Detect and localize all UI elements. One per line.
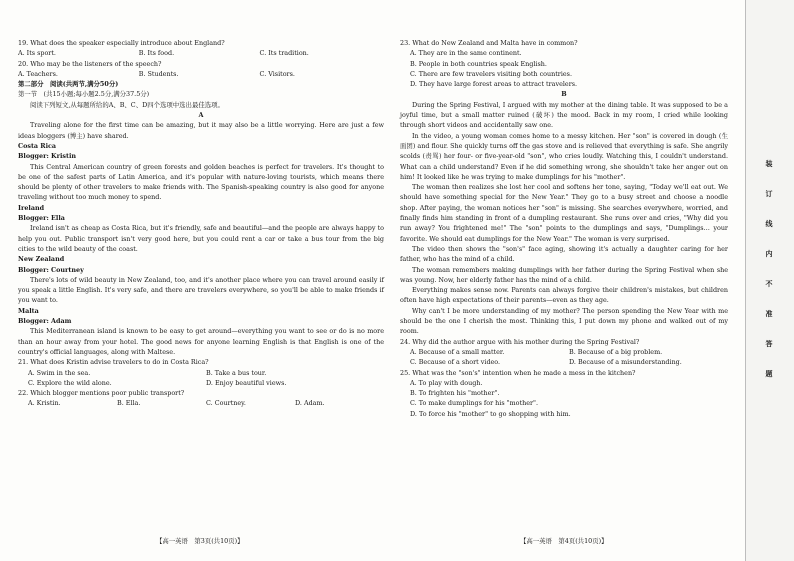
gutter-label: 线 <box>765 220 774 227</box>
option[interactable]: C. Courtney. <box>206 399 246 408</box>
section1-header: 第一节 (共15小题;每小题2.5分,满分37.5分) <box>18 90 150 99</box>
question-24-options <box>400 357 728 367</box>
option[interactable]: D. Because of a misunderstanding. <box>569 358 682 367</box>
option[interactable]: A. Teachers. <box>18 69 58 78</box>
right-column <box>400 38 728 419</box>
question-20: 20. Who may be the listeners of the speech? <box>18 59 162 68</box>
question-19: 19. What does the speaker especially introduce about England? <box>18 39 225 47</box>
place-heading: Costa Rica <box>18 141 57 150</box>
gutter-label: 不 <box>765 280 774 287</box>
page-footer-left: 【高一英语 第3页(共10页)】 <box>156 537 244 545</box>
gutter-label: 答 <box>765 340 774 347</box>
gutter-label: 装 <box>765 160 774 167</box>
option[interactable]: A. They are in the same continent. <box>410 49 522 58</box>
option[interactable]: C. Its tradition. <box>259 49 309 58</box>
passage-paragraph: During the Spring Festival, I argued with my mother at the dining table. It was supposed to be a joyful time, but a small matter ruined (破坏) the mood. Back in my room, I cried while looking through short videos and accidentally saw one. <box>400 100 728 130</box>
blogger-text: This Central American country of green forests and golden beaches is perfect for travelers. It's thought to be one of the safest parts of Latin America, and it's popular with nature-loving tourists, which means there should be plenty of other travelers to make friends with. The Spanish-speaking country is also good for anyone traveling without too much money to spend. <box>18 162 384 202</box>
option[interactable]: D. They have large forest areas to attract travelers. <box>410 80 578 89</box>
option[interactable]: B. Students. <box>138 69 179 78</box>
question-21-options <box>18 378 384 388</box>
option[interactable]: B. To frighten his "mother". <box>410 389 500 398</box>
page-footer-right: 【高一英语 第4页(共10页)】 <box>520 537 608 545</box>
binding-gutter <box>745 0 794 561</box>
blogger-name: Blogger: Adam <box>18 317 72 326</box>
blogger-name: Blogger: Kristin <box>18 152 77 161</box>
blogger-text: This Mediterranean island is known to be easy to get around—everything you want to see or do is no more than an hour away from your hotel. The good news for anyone learning English is that English is one of the country's official languages, along with Maltese. <box>18 327 384 356</box>
option[interactable]: D. To force his "mother" to go shopping with him. <box>410 409 571 418</box>
option[interactable]: C. Because of a short video. <box>410 358 501 367</box>
question-21-options <box>18 368 384 378</box>
option[interactable]: B. Because of a big problem. <box>569 347 663 356</box>
option[interactable]: B. People in both countries speak English. <box>410 59 547 68</box>
option[interactable]: A. Swim in the sea. <box>28 368 91 377</box>
passage-paragraph: The woman then realizes she lost her cool and softens her tone, saying, "Today we'll eat out. We should have something special for the New Year." They go to a busy street and choose a noodle shop. After paying, the woman notices her "son" is missing. She searches everywhere, worried, and finally finds him standing in front of a dumpling restaurant. She runs over and cries, "Why did you run away? You frightened me!" The "son" points to the dumplings and says, "Dumplings… your favorite. We should eat dumplings for the New Year." The woman is very surprised. <box>400 183 728 243</box>
question-25: 25. What was the "son's" intention when he made a mess in the kitchen? <box>400 368 636 377</box>
question-20-options <box>18 69 384 79</box>
passage-paragraph: The video then shows the "son's" face aging, showing it's actually a daughter caring for her father, who has the mind of a child. <box>400 244 728 264</box>
option[interactable]: B. Take a bus tour. <box>206 368 267 377</box>
place-heading: New Zealand <box>18 255 65 264</box>
left-column <box>18 38 384 409</box>
passage-label: A <box>198 111 204 120</box>
option[interactable]: C. There are few travelers visiting both countries. <box>410 69 572 78</box>
question-21: 21. What does Kristin advise travelers to do in Costa Rica? <box>18 358 209 367</box>
question-22: 22. Which blogger mentions poor public transport? <box>18 389 185 398</box>
part2-header: 第二部分 阅读(共两节,满分50分) <box>18 80 119 89</box>
question-22-options <box>18 398 384 408</box>
place-heading: Malta <box>18 306 39 315</box>
option[interactable]: D. Adam. <box>295 399 325 408</box>
question-19-options <box>18 48 384 58</box>
passage-label: B <box>561 90 567 99</box>
option[interactable]: A. Kristin. <box>28 399 61 408</box>
blogger-name: Blogger: Ella <box>18 214 65 223</box>
question-24-options <box>400 347 728 357</box>
option[interactable]: B. Ella. <box>117 399 141 408</box>
passage-paragraph: Why can't I be more understanding of my mother? The person spending the New Year with me should be the one I cherish the most. Thinking this, I put down my phone and walked out of my room. <box>400 306 728 336</box>
option[interactable]: C. Explore the wild alone. <box>28 378 112 387</box>
blogger-name: Blogger: Courtney <box>18 265 84 274</box>
passage-paragraph: In the video, a young woman comes home to a messy kitchen. Her "son" is covered in dough (生面团) and flour. She quickly turns off the gas stove and is relieved that everything is safe. She angrily scolds (责骂) her four- or five-year-old "son", who cries loudly. Watching this, I couldn't understand. What can a child understand? Even if he did something wrong, she shouldn't take her anger out on him! It looked like he was trying to make dumplings for his "mother". <box>400 131 728 181</box>
gutter-label: 订 <box>765 190 774 197</box>
place-heading: Ireland <box>18 203 45 212</box>
passage-intro: Traveling alone for the first time can be amazing, but it may also be a little worrying. Here are just a few ideas bloggers (博主) have shared. <box>18 121 384 140</box>
question-24: 24. Why did the author argue with his mother during the Spring Festival? <box>400 337 640 346</box>
instruction: 阅读下列短文,从每题所给的A、B、C、D四个选项中选出最佳选项。 <box>30 100 224 109</box>
option[interactable]: A. Because of a small matter. <box>410 347 505 356</box>
option[interactable]: D. Enjoy beautiful views. <box>206 378 287 387</box>
option[interactable]: C. To make dumplings for his "mother". <box>410 399 538 408</box>
passage-paragraph: Everything makes sense now. Parents can always forgive their children's mistakes, but children often have high expectations of their parents—even as they age. <box>400 286 728 305</box>
option[interactable]: A. Its sport. <box>18 49 56 58</box>
option[interactable]: A. To play with dough. <box>410 378 483 387</box>
question-23: 23. What do New Zealand and Malta have in common? <box>400 39 578 47</box>
blogger-text: There's lots of wild beauty in New Zealand, too, and it's another place where you can travel around easily if you speak a little English. It's very safe, and there are travelers everywhere, so you'll be able to make friends if you want to. <box>18 275 384 305</box>
option[interactable]: B. Its food. <box>138 49 175 58</box>
gutter-label: 准 <box>765 310 774 317</box>
gutter-label: 内 <box>765 250 774 257</box>
gutter-label: 题 <box>765 370 774 377</box>
passage-paragraph: The woman remembers making dumplings with her father during the Spring Festival when she was young. Now, her elderly father has the mind of a child. <box>400 265 728 284</box>
blogger-text: Ireland isn't as cheap as Costa Rica, but it's friendly, safe and beautiful—and the people are always happy to help you out. Public transport isn't very good here, but you could rent a car or take a bus tour from the big cities to the wild beauty of the coast. <box>18 224 384 253</box>
option[interactable]: C. Visitors. <box>259 69 295 78</box>
